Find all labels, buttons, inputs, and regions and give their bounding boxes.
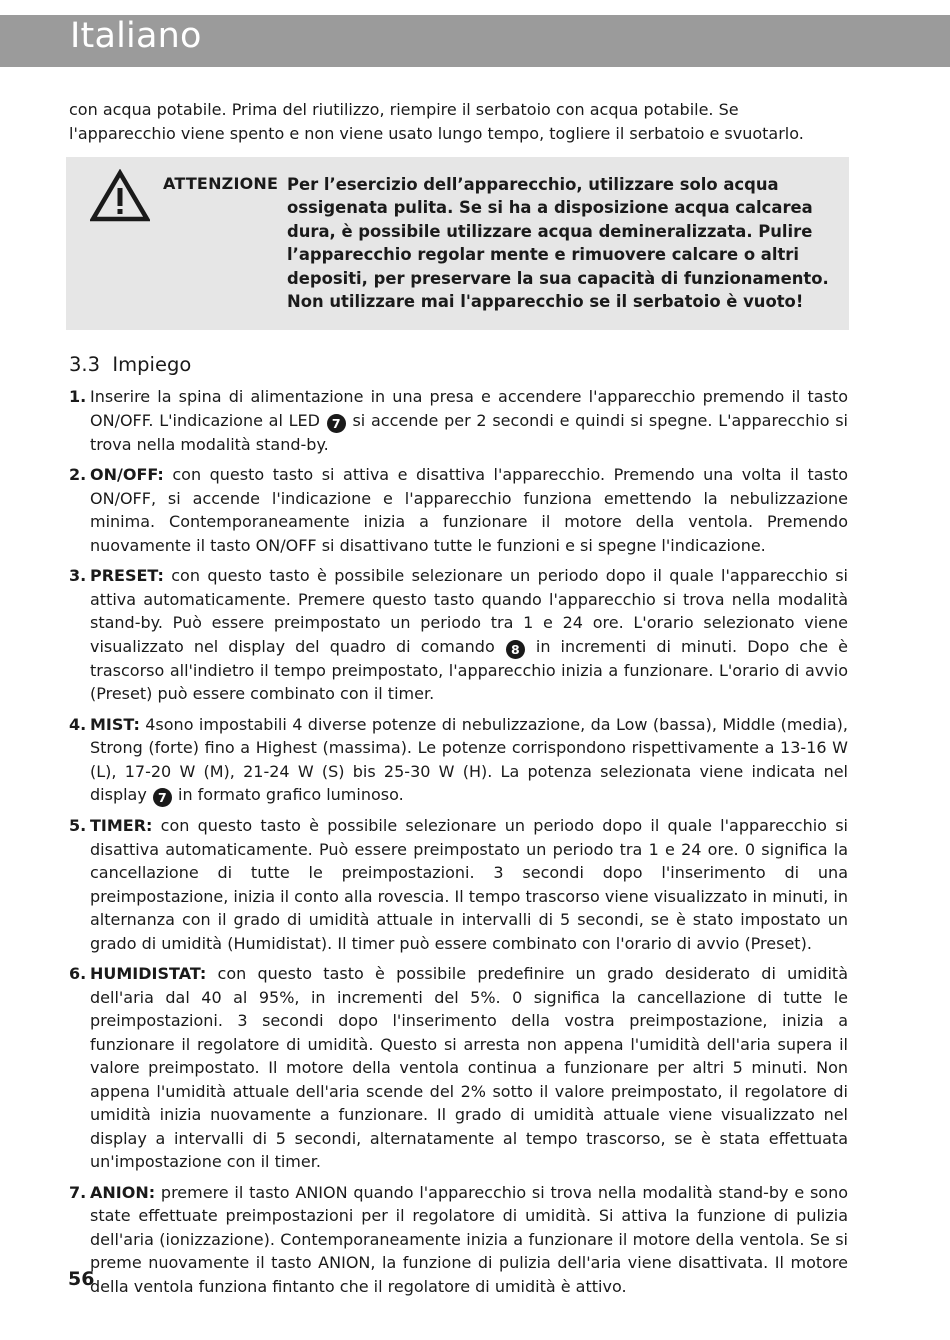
- step-keyword: ON/OFF:: [90, 465, 164, 484]
- warning-text: [287, 173, 842, 313]
- warning-text-empty-tank: Non utilizzare mai l'apparecchio se il serbatoio è vuoto!: [287, 292, 804, 312]
- list-item: [69, 564, 848, 706]
- section-number: 3.3: [69, 353, 101, 376]
- step-keyword: TIMER:: [90, 816, 153, 835]
- list-item: [69, 1181, 848, 1299]
- step-text: con questo tasto è possibile predefinire un grado desiderato di umidità dell'aria dal 40 al 95%, in incrementi del 5%. 0 significa la cancellazione di tutte le preimpostazioni. 3 secondi dopo l'inserimento della vostra preimpostazione, inizia a funzionare il regolatore di umidità. Questo si arresta non appena l'umidità dell'aria supera il valore preimpostato. Il motore della ventola continua a funzionare per altri 5 minuti. Non appena l'umidità attuale dell'aria scende del 2% sotto il valore preimpostato, il regolatore di umidità inizia nuovamente a funzionare. Il grado di umidità attuale viene visualizzato nel display a intervalli di 5 secondi, alternatamente al tempo trascorso, se è stata effettuata un'impostazione con il timer.: [90, 964, 848, 1171]
- list-item: [69, 463, 848, 557]
- section-title: Impiego: [112, 353, 192, 376]
- led-reference-badge: 7: [327, 414, 346, 433]
- list-item: [69, 962, 848, 1174]
- step-text: con questo tasto è possibile selezionare un periodo dopo il quale l'apparecchio si disattiva automaticamente. Può essere preimpostato un periodo tra 1 e 24 ore. 0 significa la cancellazione di tutte le preimpostazioni. 3 secondi dopo l'inserimento di una preimpostazione, inizia il conto alla rovescia. Il tempo trascorso viene visualizzato in minuti, in alternanza con il grado di umidità attuale in intervalli di 5 secondi, se è stato impostato un grado di umidità (Humidistat). Il timer può essere combinato con l'orario di avvio (Preset).: [90, 816, 848, 953]
- step-number: 3.: [69, 566, 87, 585]
- header-bar: [0, 15, 950, 67]
- display-reference-badge: 8: [506, 640, 525, 659]
- step-text-cont: in formato grafico luminoso.: [172, 785, 404, 804]
- step-number: 7.: [69, 1182, 87, 1202]
- warning-box: [66, 157, 849, 330]
- step-keyword: ANION:: [90, 1182, 156, 1202]
- list-item: [69, 713, 848, 808]
- steps-list: [69, 385, 848, 1305]
- step-text: con questo tasto si attiva e disattiva l'apparecchio. Premendo una volta il tasto ON/OFF, si accende l'indicazione e l'apparecchio funziona emettendo la nebulizzazione minima. Contemporaneamente inizia a funzionare il motore della ventola. Premendo nuovamente il tasto ON/OFF si disattivano tutte le funzioni e si spegne l'indicazione.: [90, 465, 848, 555]
- list-item: [69, 814, 848, 955]
- step-keyword: PRESET:: [90, 566, 164, 585]
- step-text-cont: si accende per 2 secondi e quindi si spegne. L'apparecchio si trova nella modalità stand-by.: [90, 410, 848, 454]
- list-item: [69, 385, 848, 456]
- page-title: Italiano: [70, 16, 202, 56]
- step-number: 4.: [69, 714, 87, 734]
- step-text: 4sono impostabili 4 diverse potenze di nebulizzazione, da Low (bassa), Middle (media), Strong (forte) fino a Highest (massima). Le potenze corrispondono rispettivamente a 13-16 W (L), 17-20 W (M), 21-24 W (S) bis 25-30 W (H). La potenza selezionata viene indicata nel display: [90, 714, 848, 804]
- intro-paragraph: con acqua potabile. Prima del riutilizzo, riempire il serbatoio con acqua potabile. Se l'apparecchio viene spento e non viene usato lungo tempo, togliere il serbatoio e svuotarlo.: [69, 100, 804, 143]
- warning-text-main: Per l’esercizio dell’apparecchio, utilizzare solo acqua ossigenata pulita. Se si ha a disposizione acqua calcarea dura, è possibile utilizzare acqua demineralizzata. Pulire l’apparecchio regolar mente e rimuovere calcare o altri depositi, per preservare la sua capacità di funzionamento.: [287, 175, 829, 288]
- page-number: 56: [68, 1268, 95, 1290]
- step-text-cont: in incrementi di minuti. Dopo che è trascorso all'indietro il tempo preimpostato, l'apparecchio inizia a funzionare. L'orario di avvio (Preset) può essere combinato con il timer.: [90, 636, 848, 703]
- step-number: 5.: [69, 816, 87, 835]
- step-number: 2.: [69, 465, 87, 484]
- section-heading: [69, 353, 191, 376]
- step-number: 1.: [69, 387, 87, 406]
- step-keyword: MIST:: [90, 714, 140, 734]
- warning-label: ATTENZIONE: [163, 174, 279, 193]
- step-text: con questo tasto è possibile selezionare un periodo dopo il quale l'apparecchio si attiva automaticamente. Premere questo tasto quando l'apparecchio si trova nella modalità stand-by. Può essere preimpostato un periodo tra 1 e 24 ore. L'orario selezionato viene visualizzato nel display del quadro di comando: [90, 566, 848, 656]
- step-text: premere il tasto ANION quando l'apparecchio si trova nella modalità stand-by e sono state effettuate preimpostazioni per il regolatore di umidità. Si attiva la funzione di pulizia dell'aria (ionizzazione). Contemporaneamente inizia a funzionare il motore della ventola. Se si preme nuovamente il tasto ANION, la funzione di pulizia dell'aria viene disattivata. Il motore della ventola funziona fintanto che il regolatore di umidità è attivo.: [90, 1182, 848, 1296]
- step-keyword: HUMIDISTAT:: [90, 964, 207, 983]
- display-reference-badge: 7: [153, 788, 172, 807]
- step-number: 6.: [69, 964, 87, 983]
- warning-triangle-icon: [90, 169, 150, 223]
- step-text: Inserire la spina di alimentazione in una presa e accendere l'apparecchio premendo il tasto ON/OFF. L'indicazione al LED: [90, 387, 848, 430]
